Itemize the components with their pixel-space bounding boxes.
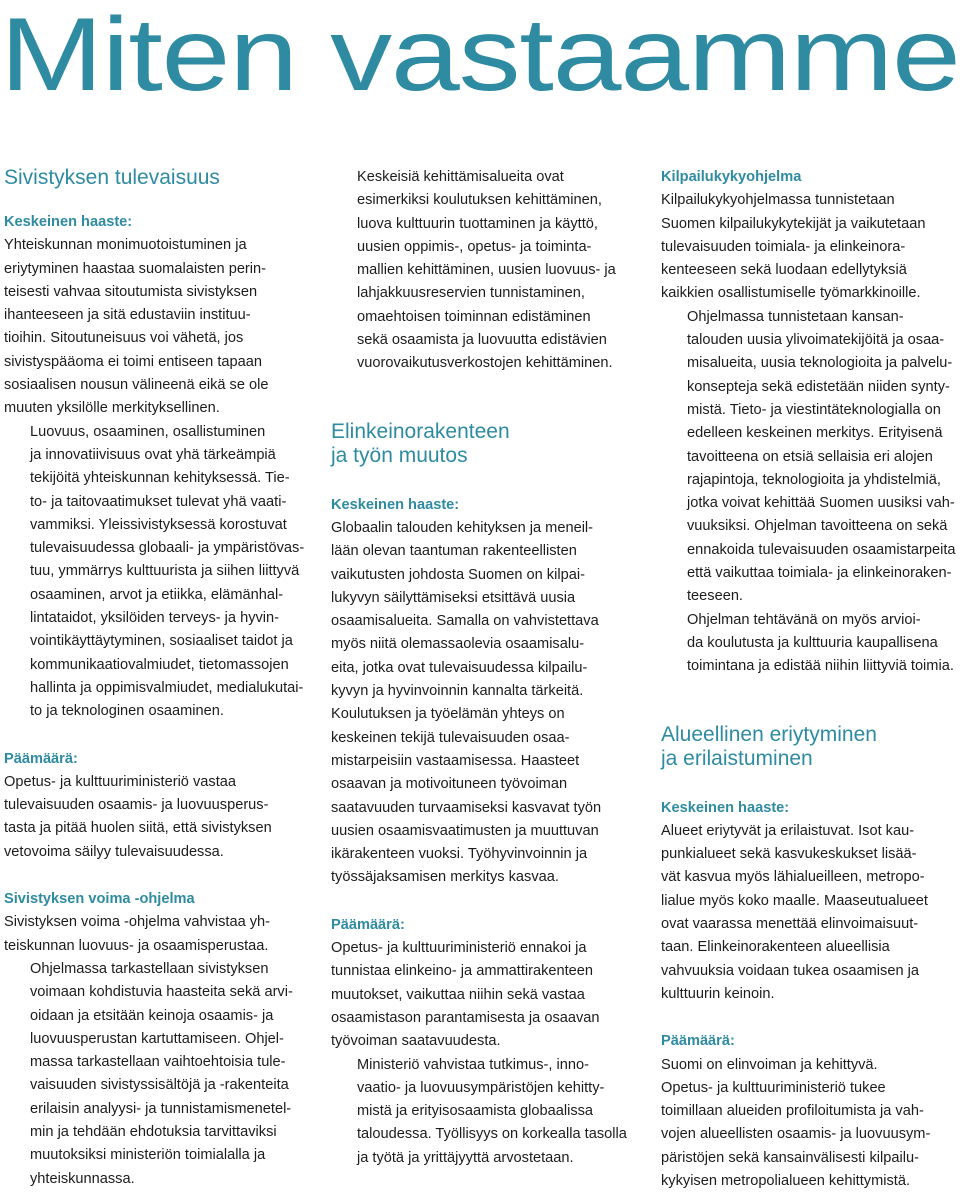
text-line: ja työtä ja yrittäjyyttä arvostetaan. bbox=[357, 1147, 631, 1170]
text-line: myös niitä olemassaolevia osaamisalu- bbox=[331, 633, 631, 656]
text-line: tunnistaa elinkeino- ja ammattirakenteen bbox=[331, 960, 631, 983]
paragraph bbox=[331, 517, 631, 890]
text-line: kyvyn ja hyvinvoinnin kannalta tärkeitä. bbox=[331, 680, 631, 703]
paragraph bbox=[4, 771, 302, 864]
text-line: että vaikuttaa toimiala- ja elinkeinoraken- bbox=[687, 562, 957, 585]
text-line: vuorovaikutusverkostojen kehittäminen. bbox=[357, 352, 631, 375]
text-line: Opetus- ja kulttuuriministeriö tukee bbox=[661, 1077, 957, 1100]
paragraph bbox=[4, 958, 302, 1191]
text-line: Yhteiskunnan monimuotoistuminen ja bbox=[4, 234, 302, 257]
text-line: jotka voivat kehittää Suomen uusiksi vah- bbox=[687, 492, 957, 515]
text-line: yhteiskunnassa. bbox=[30, 1168, 302, 1191]
text-line: talouden uusia ylivoimatekijöitä ja osaa- bbox=[687, 329, 957, 352]
text-line: osaavan ja motivoituneen työvoiman bbox=[331, 773, 631, 796]
text-line: vointikäyttäytyminen, sosiaaliset taidot ja bbox=[30, 630, 302, 653]
text-line: taloudessa. Työllisyys on korkealla tasolla bbox=[357, 1123, 631, 1146]
text-line: vahvuuksia voidaan tukea osaamisen ja bbox=[661, 960, 957, 983]
text-line: Sivistyksen voima -ohjelma vahvistaa yh- bbox=[4, 911, 302, 934]
text-line: Ohjelmassa tarkastellaan sivistyksen bbox=[30, 958, 302, 981]
text-line: Ohjelman tehtävänä on myös arvioi- bbox=[687, 609, 957, 632]
text-line: eita, jotka ovat tulevaisuudessa kilpailu- bbox=[331, 657, 631, 680]
text-line: Alueet eriytyvät ja erilaistuvat. Isot kau- bbox=[661, 820, 957, 843]
goal-label: Päämäärä: bbox=[661, 1030, 957, 1053]
text-line: hallinta ja oppimisvalmiudet, medialukutai- bbox=[30, 677, 302, 700]
text-line: tulevaisuudessa globaali- ja ympäristövas- bbox=[30, 537, 302, 560]
text-line: uusien oppimis-, opetus- ja toiminta- bbox=[357, 236, 631, 259]
paragraph bbox=[4, 911, 302, 958]
text-line: toimintana ja edistää niihin liittyviä toimia. bbox=[687, 655, 957, 678]
text-line: Alueellinen eriytyminen bbox=[661, 723, 957, 747]
text-line: ja erilaistuminen bbox=[661, 747, 957, 771]
section-heading bbox=[331, 420, 631, 468]
text-line: da koulutusta ja kulttuuria kaupallisena bbox=[687, 632, 957, 655]
paragraph bbox=[331, 166, 631, 376]
text-line: edelleen keskeinen merkitys. Erityisenä bbox=[687, 422, 957, 445]
text-line: vetovoima säilyy tulevaisuudessa. bbox=[4, 841, 302, 864]
text-line: Opetus- ja kulttuuriministeriö ennakoi ja bbox=[331, 937, 631, 960]
paragraph bbox=[661, 609, 957, 679]
text-line: vojen alueellisten osaamis- ja luovuusym- bbox=[661, 1123, 957, 1146]
text-line: Suomi on elinvoiman ja kehittyvä. bbox=[661, 1054, 957, 1077]
text-line: Globaalin talouden kehityksen ja meneil- bbox=[331, 517, 631, 540]
key-challenge-label: Keskeinen haaste: bbox=[661, 797, 957, 820]
text-line: lialue myös koko maalle. Maaseutualueet bbox=[661, 890, 957, 913]
text-line: Elinkeinorakenteen bbox=[331, 420, 631, 444]
text-line: lintataidot, yksilöiden terveys- ja hyvin- bbox=[30, 607, 302, 630]
text-line: osaaminen, arvot ja etiikka, elämänhal- bbox=[30, 584, 302, 607]
text-line: muuten yksilölle merkityksellinen. bbox=[4, 397, 302, 420]
text-line: vät kasvua myös lähialueilleen, metropo- bbox=[661, 866, 957, 889]
paragraph bbox=[661, 189, 957, 305]
section-heading: Sivistyksen tulevaisuus bbox=[4, 166, 302, 190]
text-line: työssäjaksamisen merkitys kasvaa. bbox=[331, 866, 631, 889]
text-line: ikärakenteen vuoksi. Työhyvinvoinnin ja bbox=[331, 843, 631, 866]
text-line: sosiaalisen nousun välineenä eikä se ole bbox=[4, 374, 302, 397]
text-line: kykyisen metropolialueen kehittymistä. bbox=[661, 1170, 957, 1193]
text-line: eriytyminen haastaa suomalaisten perin- bbox=[4, 258, 302, 281]
text-line: tioihin. Sitoutuneisuus voi vähetä, jos bbox=[4, 327, 302, 350]
text-line: lukyvyn säilyttämiseksi etsittävä uusia bbox=[331, 587, 631, 610]
text-line: lään olevan taantuman rakenteellisten bbox=[331, 540, 631, 563]
text-line: vaikutusten johdosta Suomen on kilpai- bbox=[331, 564, 631, 587]
paragraph bbox=[661, 1054, 957, 1193]
text-line: tekijöitä yhteiskunnan kehityksessä. Tie- bbox=[30, 467, 302, 490]
text-line: Ohjelmassa tunnistetaan kansan- bbox=[687, 306, 957, 329]
paragraph bbox=[4, 421, 302, 724]
text-line: vammiksi. Yleissivistyksessä korostuvat bbox=[30, 514, 302, 537]
text-line: vaatio- ja luovuusympäristöjen kehitty- bbox=[357, 1077, 631, 1100]
column-3 bbox=[661, 166, 957, 1193]
text-line: teisesti vahvaa sitoutumista sivistyksen bbox=[4, 281, 302, 304]
text-line: Luovuus, osaaminen, osallistuminen bbox=[30, 421, 302, 444]
section-heading bbox=[661, 723, 957, 771]
goal-label: Päämäärä: bbox=[4, 748, 302, 771]
text-line: muutoksiksi ministeriön toimialalla ja bbox=[30, 1144, 302, 1167]
text-line: mistarpeisiin vastaamisessa. Haasteet bbox=[331, 750, 631, 773]
text-line: mistä ja erityisosaamista globaalissa bbox=[357, 1100, 631, 1123]
key-challenge-label: Keskeinen haaste: bbox=[4, 211, 302, 234]
text-line: uusien osaamisvaatimusten ja muuttuvan bbox=[331, 820, 631, 843]
text-line: ovat vaarassa menettää elinvoimaisuut- bbox=[661, 913, 957, 936]
text-line: kommunikaatiovalmiudet, tietomassojen bbox=[30, 654, 302, 677]
text-line: oidaan ja etsitään keinoja osaamis- ja bbox=[30, 1005, 302, 1028]
text-line: Kilpailukykyohjelmassa tunnistetaan bbox=[661, 189, 957, 212]
programme-label: Sivistyksen voima -ohjelma bbox=[4, 888, 302, 911]
text-line: teeseen. bbox=[687, 585, 957, 608]
text-line: to ja teknologinen osaaminen. bbox=[30, 700, 302, 723]
text-line: saatavuuden turvaamiseksi kasvavat työn bbox=[331, 797, 631, 820]
text-line: mistä. Tieto- ja viestintäteknologialla on bbox=[687, 399, 957, 422]
column-2 bbox=[331, 166, 631, 1170]
text-line: ja työn muutos bbox=[331, 444, 631, 468]
paragraph bbox=[4, 234, 302, 420]
text-line: luova kulttuurin tuottaminen ja käyttö, bbox=[357, 213, 631, 236]
paragraph bbox=[661, 306, 957, 609]
text-line: osaamisalueita. Samalla on vahvistettava bbox=[331, 610, 631, 633]
text-line: luovuusperustan kartuttamiseen. Ohjel- bbox=[30, 1028, 302, 1051]
text-line: lahjakkuusreservien tunnistaminen, bbox=[357, 282, 631, 305]
text-line: vaisuuden sivistyssisältöjä ja -rakenteita bbox=[30, 1074, 302, 1097]
text-line: toimillaan alueiden profiloitumista ja vah- bbox=[661, 1100, 957, 1123]
text-line: Koulutuksen ja työelämän yhteys on bbox=[331, 703, 631, 726]
text-line: tulevaisuuden toimiala- ja elinkeinora- bbox=[661, 236, 957, 259]
text-line: Keskeisiä kehittämisalueita ovat bbox=[357, 166, 631, 189]
text-line: kenteeseen sekä luodaan edellytyksiä bbox=[661, 259, 957, 282]
key-challenge-label: Keskeinen haaste: bbox=[331, 494, 631, 517]
text-line: osaamistason parantamisesta ja osaavan bbox=[331, 1007, 631, 1030]
text-line: ja innovatiivisuus ovat yhä tärkeämpiä bbox=[30, 444, 302, 467]
text-line: tulevaisuuden osaamis- ja luovuusperus- bbox=[4, 794, 302, 817]
text-line: sivistyspääoma ei toimi entiseen tapaan bbox=[4, 351, 302, 374]
text-line: voimaan kohdistuvia haasteita sekä arvi- bbox=[30, 981, 302, 1004]
page-title: Miten vastaamme bbox=[0, 0, 960, 110]
text-line: työvoiman saatavuudesta. bbox=[331, 1030, 631, 1053]
text-line: vuuksiksi. Ohjelman tavoitteena on sekä bbox=[687, 515, 957, 538]
text-line: päristöjen sekä kansainvälisesti kilpailu- bbox=[661, 1147, 957, 1170]
text-line: Ministeriö vahvistaa tutkimus-, inno- bbox=[357, 1054, 631, 1077]
text-line: ennakoida tulevaisuuden osaamistarpeita bbox=[687, 539, 957, 562]
text-line: keskeinen tekijä tulevaisuuden osaa- bbox=[331, 727, 631, 750]
text-line: ihanteeseen ja sitä edustaviin instituu- bbox=[4, 304, 302, 327]
paragraph bbox=[331, 1054, 631, 1170]
text-line: tavoitteena on etsiä sellaisia eri alojen bbox=[687, 446, 957, 469]
paragraph bbox=[661, 820, 957, 1006]
text-line: mallien kehittäminen, uusien luovuus- ja bbox=[357, 259, 631, 282]
goal-label: Päämäärä: bbox=[331, 914, 631, 937]
text-line: tuu, ymmärrys kulttuurista ja siihen liittyvä bbox=[30, 560, 302, 583]
text-line: esimerkiksi koulutuksen kehittäminen, bbox=[357, 189, 631, 212]
text-line: taan. Elinkeinorakenteen alueellisia bbox=[661, 936, 957, 959]
text-line: min ja tehdään ehdotuksia tarvittaviksi bbox=[30, 1121, 302, 1144]
column-1 bbox=[4, 166, 302, 1191]
text-line: punkialueet sekä kasvukeskukset lisää- bbox=[661, 843, 957, 866]
text-line: kaikkien osallistumiselle työmarkkinoille. bbox=[661, 282, 957, 305]
text-line: Opetus- ja kulttuuriministeriö vastaa bbox=[4, 771, 302, 794]
text-line: teiskunnan luovuus- ja osaamisperustaa. bbox=[4, 935, 302, 958]
text-line: tasta ja pitää huolen siitä, että sivistyksen bbox=[4, 817, 302, 840]
text-line: muutokset, vaikuttaa niihin sekä vastaa bbox=[331, 984, 631, 1007]
text-line: erilaisin analyysi- ja tunnistamismenetel- bbox=[30, 1098, 302, 1121]
text-line: rajapintoja, teknologioita ja yhdistelmiä, bbox=[687, 469, 957, 492]
text-line: konsepteja sekä edistetään niiden synty- bbox=[687, 376, 957, 399]
text-line: misalueita, uusia teknologioita ja palvelu- bbox=[687, 352, 957, 375]
paragraph bbox=[331, 937, 631, 1053]
text-line: kulttuurin keinoin. bbox=[661, 983, 957, 1006]
text-line: sekä osaamista ja luovuutta edistävien bbox=[357, 329, 631, 352]
text-line: to- ja taitovaatimukset tulevat yhä vaati- bbox=[30, 491, 302, 514]
text-line: omaehtoisen toiminnan edistäminen bbox=[357, 306, 631, 329]
text-line: massa tarkastellaan vaihtoehtoisia tule- bbox=[30, 1051, 302, 1074]
text-line: Suomen kilpailukykytekijät ja vaikutetaan bbox=[661, 213, 957, 236]
programme-label: Kilpailukykyohjelma bbox=[661, 166, 957, 189]
